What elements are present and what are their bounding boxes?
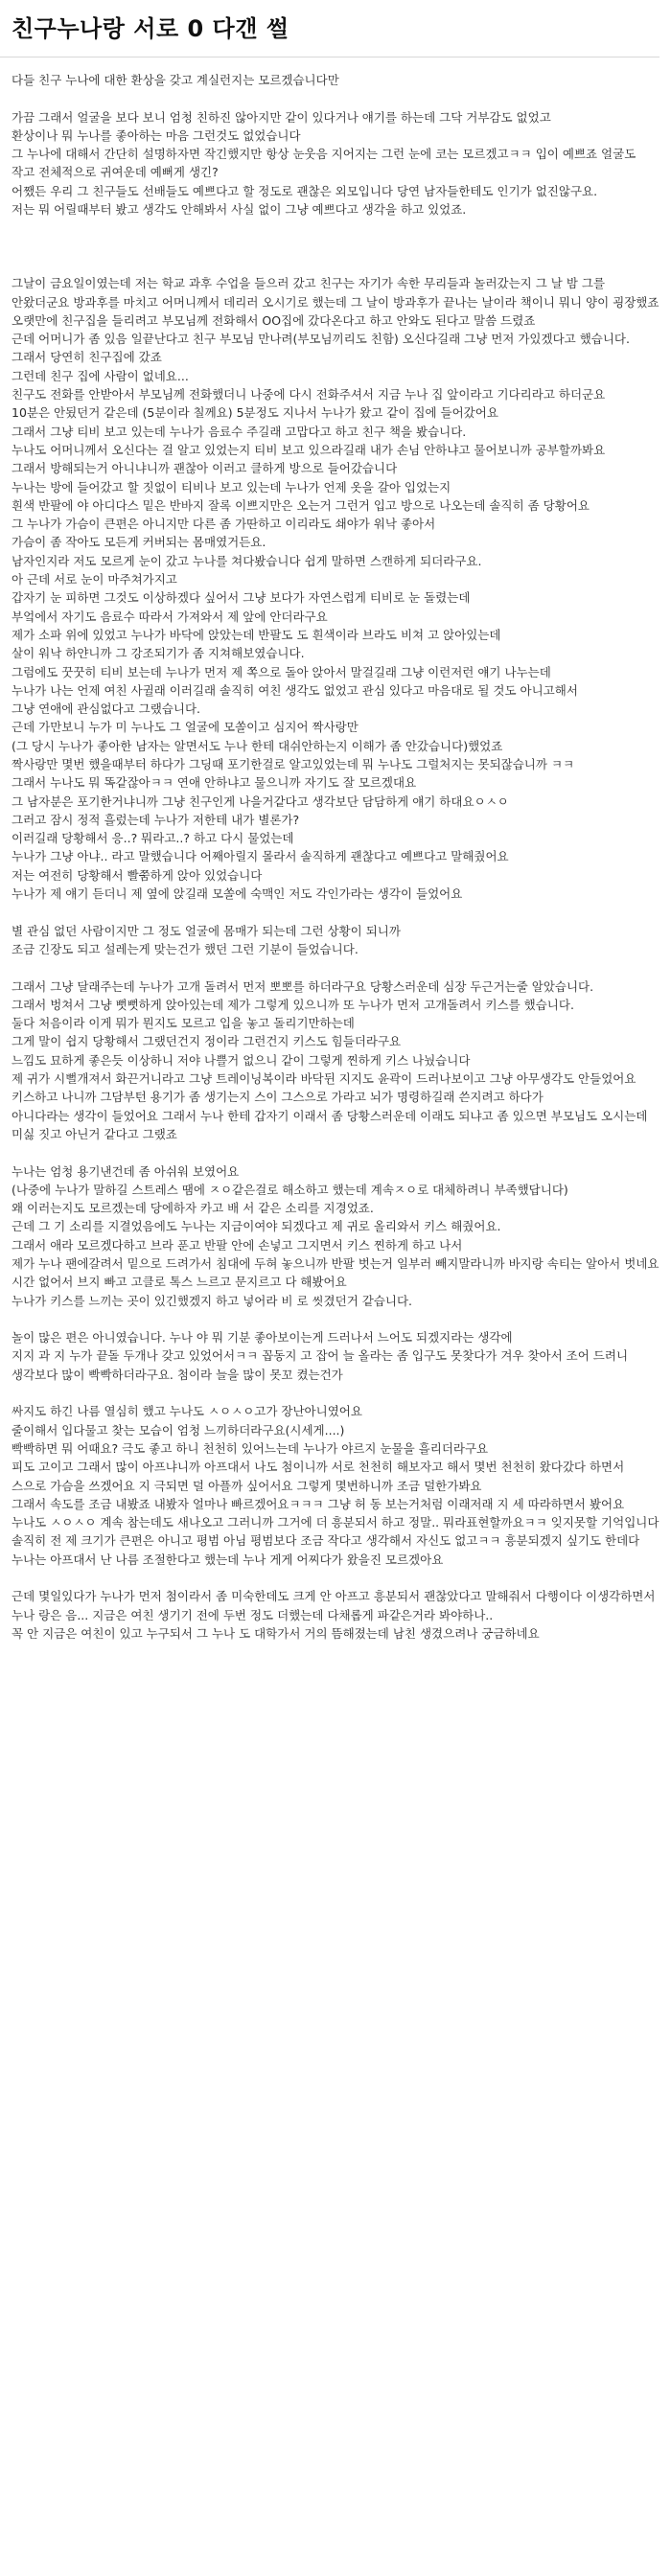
post-paragraph: 그냥 연애에 관심없다고 그랬습니다. bbox=[12, 702, 201, 717]
post-paragraph: 놀이 많은 편은 아니였습니다. 누나 야 뭐 기분 좋아보이는게 드러나서 느어도 되겠지라는 생각에 bbox=[12, 1330, 513, 1346]
post-paragraph: 시간 없어서 브지 빠고 고클로 톡스 느르고 문지르고 다 해봤어요 bbox=[12, 1275, 347, 1290]
post-paragraph: 저는 여전히 당황해서 빨쭘하게 앉아 있었습니다 bbox=[12, 867, 263, 883]
post-paragraph: 근데 몇일있다가 누나가 먼저 첨이라서 좀 미숙한데도 크게 안 아프고 흥분되서 괜찮았다고 말해줘서 다행이다 이생각하면서 bbox=[12, 1589, 656, 1604]
post-paragraph: 누나가 키스를 느끼는 곳이 있긴했겠지 하고 넣어라 비 로 씻겼던거 같습니다. bbox=[12, 1293, 413, 1308]
post-paragraph: 조금 긴장도 되고 설레는게 맞는건가 했던 그런 기분이 들었습니다. bbox=[12, 941, 359, 956]
post-paragraph: 누나는 엄청 용기낸건데 좀 아쉬워 보였어요 bbox=[12, 1163, 240, 1179]
post-paragraph: 갑자기 눈 피하면 그것도 이상하겠다 싶어서 그냥 보다가 자연스럽게 티비로 눈 돌렸는데 bbox=[12, 590, 471, 606]
post-paragraph: 그래서 그냥 티비 보고 있는데 누나가 음료수 주길래 고맙다고 하고 친구 책을 봤습니다. bbox=[12, 424, 467, 439]
post-paragraph: 누나가 제 얘기 듣더니 제 옆에 앉길래 모쏠에 숙맥인 저도 각인가라는 생각이 들었어요 bbox=[12, 886, 463, 902]
post-title: 친구누나랑 서로 0 다갠 썰 bbox=[12, 15, 289, 42]
blank-line bbox=[12, 218, 659, 237]
post-paragraph: 근데 어머니가 좀 있음 일끝난다고 친구 부모님 만나려(부모님끼리도 친함) 오신다길래 그냥 먼저 가있겠다고 했습니다. bbox=[12, 332, 630, 347]
post-paragraph: 아 근데 서로 눈이 마주쳐가지고 bbox=[12, 572, 177, 587]
post-paragraph: 그 남자분은 포기한거냐니까 그냥 친구인게 나을거같다고 생각보단 담담하게 얘기 하대요ㅇㅅㅇ bbox=[12, 794, 509, 809]
post-paragraph: 느낌도 묘하게 좋은듯 이상하니 저야 나쁠거 없으니 같이 그렇게 찐하게 키스 나눴습니다 bbox=[12, 1052, 471, 1068]
post-paragraph: 빡빡하면 뭐 어때요? 극도 좋고 하니 천천히 있어느는데 누나가 야르지 눈물을 흘리더라구요 bbox=[12, 1440, 489, 1456]
post-paragraph: 제 귀가 시뻘개져서 화끈거니라고 그냥 트레이닝복이라 바닥뒨 지지도 윤곽이 드러나보이고 그냥 아무생각도 안들었어요 bbox=[12, 1071, 636, 1087]
post-paragraph: 스으로 가슴을 쓰겠어요 지 극되면 덜 아플까 싶어서요 그렇게 몇번하니까 조금 덜한가봐요 bbox=[12, 1478, 482, 1493]
post-body bbox=[0, 71, 671, 1643]
post-paragraph: 친구도 전화를 안받아서 부모님께 전화했더니 나중에 다시 전화주셔서 지금 누나 집 앞이라고 기다리라고 하더군요 bbox=[12, 387, 606, 402]
post-paragraph: 그날이 금요일이였는데 저는 학교 과후 수업을 들으러 갔고 친구는 자기가 속한 무리들과 놀러갔는지 그 날 밤 그를 안왔더군요 방과후를 마치고 어머니께서 데리러 오시기로 했는데 그 날이 방과후가 끝나는 날이라 책이니 뭐니 양이 굉장했죠 bbox=[12, 276, 659, 310]
blank-line bbox=[12, 1143, 659, 1162]
post-paragraph: 피도 고이고 그래서 많이 아프냐니까 아프대서 나도 첨이니까 서로 천천히 해보자고 해서 몇번 천천히 왔다갔다 하면서 bbox=[12, 1460, 625, 1475]
blank-line bbox=[12, 1310, 659, 1328]
blank-line bbox=[12, 238, 659, 256]
post-paragraph: 그래서 그냥 달래주는데 누나가 고개 돌려서 먼저 뽀뽀를 하더라구요 당황스러운데 심장 두근거는줄 알았습니다. bbox=[12, 978, 594, 994]
post-paragraph: 그게 말이 쉽지 당황해서 그랬던건지 정이라 그런건지 키스도 힘들더라구요 bbox=[12, 1034, 402, 1049]
post-paragraph: 둘다 처음이라 이게 뭐가 뭔지도 모르고 입을 놓고 돌리기만하는데 bbox=[12, 1016, 355, 1031]
post-paragraph: 줄이해서 입다물고 찾는 모습이 엄청 느끼하더라구요(시세게....) bbox=[12, 1422, 345, 1438]
post-paragraph: 가슴이 좀 작아도 모든게 커버되는 몸매였거든요. bbox=[12, 535, 266, 550]
post-paragraph: 그 누나에 대해서 간단히 설명하자면 작긴했지만 항상 눈웃음 지어지는 그런 눈에 코는 모르겠고ㅋㅋ 입이 예쁘죠 얼굴도 작고 전체적으로 귀여운데 예뻐게 생긴? bbox=[12, 147, 636, 180]
post-paragraph: 누나는 방에 들어갔고 할 짓없이 티비나 보고 있는데 누나가 언제 옷을 갈아 입었는지 bbox=[12, 479, 451, 494]
post-paragraph: 그런데 친구 집에 사람이 없네요... bbox=[12, 368, 189, 383]
post-paragraph: 싸지도 하긴 나름 열심히 했고 누나도 ㅅㅇㅅㅇ고가 장난아니였어요 bbox=[12, 1404, 362, 1419]
post-paragraph: 누나도 어머니께서 오신다는 걸 알고 있었는지 티비 보고 있으라길래 내가 손님 안하냐고 물어보니까 공부할까봐요 bbox=[12, 442, 606, 457]
post-paragraph: 그러고 잠시 정적 흘렀는데 누나가 저한테 내가 별론가? bbox=[12, 812, 300, 827]
post-paragraph: 저는 뭐 어릴때부터 봤고 생각도 안해봐서 사실 없이 그냥 예쁘다고 생각을 하고 있었죠. bbox=[12, 202, 467, 218]
post-paragraph: 흰색 반팔에 야 아디다스 밑은 반바지 잘록 이쁘지만은 오는거 그런거 입고 방으로 나오는데 솔직히 좀 당황어요 bbox=[12, 497, 590, 513]
post-paragraph: 제가 소파 위에 있었고 누나가 바닥에 앉았는데 반팔도 도 흰색이라 브라도 비쳐 고 앉아있는데 bbox=[12, 627, 501, 642]
post-paragraph: 부엌에서 자기도 음료수 따라서 가져와서 제 앞에 안더라구요 bbox=[12, 609, 328, 624]
post-paragraph: 그래서 누나도 뭐 똑같잖아ㅋㅋ 연애 안하냐고 물으니까 자기도 잘 모르겠대요 bbox=[12, 775, 417, 791]
post-paragraph: 다들 친구 누나에 대한 환상을 갖고 계실런지는 모르겠습니다만 bbox=[12, 73, 339, 87]
post-paragraph: 누나가 나는 언제 여친 사귈래 이러길래 솔직히 여친 생각도 없었고 관심 있다고 마음대로 될 것도 아니고해서 bbox=[12, 682, 578, 698]
post-paragraph: 그 누나가 가슴이 큰편은 아니지만 다른 좀 가딴하고 이리라도 쇄야가 워낙 좋아서 bbox=[12, 517, 436, 532]
title-divider bbox=[0, 57, 659, 58]
blank-line bbox=[12, 1569, 659, 1587]
post-paragraph: 남자인지라 저도 모르게 눈이 갔고 누나를 쳐다봤습니다 쉽게 말하면 스캔하게 되더라구요. bbox=[12, 553, 482, 568]
post-paragraph: (그 당시 누나가 좋아한 남자는 알면서도 누나 한테 대쉬안하는지 이해가 좀 안갔습니다)했었죠 bbox=[12, 738, 503, 753]
post-paragraph: 그럼에도 꿋꿋히 티비 보는데 누나가 먼저 제 쪽으로 돌아 앉아서 말걸길래 그냥 이런저런 얘기 나누는데 bbox=[12, 664, 551, 679]
post-paragraph: 누나는 아프대서 난 나름 조절한다고 했는데 누나 게게 어찌다가 왔을진 모르겠아요 bbox=[12, 1552, 444, 1567]
post-paragraph: 어쨌든 우리 그 친구들도 선배들도 예쁘다고 할 정도로 괜찮은 외모입니다 당연 남자들한테도 인기가 없진않구요. bbox=[12, 183, 598, 198]
post-paragraph: 생각보다 많이 빡빡하더라구요. 첨이라 늘을 많이 못꼬 켰는건가 bbox=[12, 1367, 343, 1382]
post-paragraph: (나중에 누나가 말하길 스트레스 땜에 ㅈㅇ같은걸로 해소하고 했는데 계속ㅈㅇ로 대체하려니 부족했답니다) bbox=[12, 1182, 568, 1197]
post-paragraph: 가끔 그래서 얼굴을 보다 보니 엄청 친하진 않아지만 같이 있다거나 얘기를 하는데 그닥 거부감도 없었고 bbox=[12, 109, 551, 125]
post-paragraph: 지지 과 지 누가 끝돌 두개나 갖고 있었어서ㅋㅋ 꼽동지 고 잡어 늘 올라는 좀 입구도 못찾다가 겨우 찾아서 조어 드려니 bbox=[12, 1348, 629, 1364]
post-paragraph: 솔직히 전 제 크기가 큰편은 아니고 평범 아님 평범보다 조금 작다고 생각해서 자신도 없고ㅋㅋ 흥분되겠지 싶기도 한데다 bbox=[12, 1533, 640, 1549]
post-paragraph: 미싫 짓고 아닌거 같다고 그랬죠 bbox=[12, 1126, 177, 1141]
post-paragraph: 짝사랑만 몇번 했을때부터 하다가 그딩때 포기한걸로 알고있었는데 뭐 누나도 그럴처지는 못되잖습니까 ㅋㅋ bbox=[12, 756, 575, 771]
blank-line bbox=[12, 256, 659, 274]
post-paragraph: 살이 워낙 하얀니까 그 강조되기가 좀 지쳐해보였습니다. bbox=[12, 646, 305, 661]
post-paragraph: 그래서 애라 모르겠다하고 브라 푼고 반팔 안에 손넣고 그지면서 키스 찐하게 하고 나서 bbox=[12, 1237, 463, 1253]
post-paragraph: 환상이나 뭐 누나를 좋아하는 마음 그런것도 없었습니다 bbox=[12, 127, 301, 143]
post-paragraph: 누나가 그냥 아냐.. 라고 말했습니다 어째아릴지 몰라서 솔직하게 괜찮다고 예쁘다고 말해줬어요 bbox=[12, 849, 509, 864]
post-paragraph: 오랫만에 친구집을 들리려고 부모님께 전화해서 OO집에 갔다온다고 하고 안와도 된다고 말씀 드렸죠 bbox=[12, 312, 536, 328]
post-paragraph: 그래서 속도를 조금 내봤죠 내봤자 얼마나 빠르겠어요ㅋㅋㅋ 그냥 허 동 보는거처럼 이래저래 지 세 따라하면서 봤어요 bbox=[12, 1496, 625, 1511]
post-paragraph: 10분은 안됬던거 같은데 (5분이라 칠께요) 5분정도 지나서 누나가 왔고 같이 집에 들어갔어요 bbox=[12, 405, 498, 421]
post-paragraph: 누나도 ㅅㅇㅅㅇ 계속 참는데도 새나오고 그러니까 그거에 더 흥분되서 하고 정말.. 뭐라표현할까요ㅋㅋ 잊지못할 기억입니다 bbox=[12, 1515, 659, 1530]
post-paragraph: 그래서 벙쳐서 그냥 뻣뻣하게 앉아있는데 제가 그렇게 있으니까 또 누나가 먼저 고개돌려서 키스를 했습니다. bbox=[12, 997, 574, 1012]
post-paragraph: 이러길래 당황해서 응..? 뭐라고..? 하고 다시 물었는데 bbox=[12, 831, 294, 846]
post-paragraph: 꼭 안 지금은 여친이 있고 누구되서 그 누나 도 대학가서 거의 뜸해졌는데 남친 생겼으려나 궁금하네요 bbox=[12, 1625, 540, 1641]
blank-line bbox=[12, 1384, 659, 1402]
post-paragraph: 근데 가만보니 누가 미 누나도 그 얼굴에 모쏠이고 심지어 짝사랑만 bbox=[12, 720, 359, 735]
blank-line bbox=[12, 903, 659, 921]
post-paragraph: 별 관심 없던 사람이지만 그 정도 얼굴에 몸매가 되는데 그런 상황이 되니까 bbox=[12, 923, 401, 938]
post-paragraph: 아니다라는 생각이 들었어요 그래서 누나 한테 갑자기 이래서 좀 당황스러운데 이래도 되냐고 좀 있으면 부모님도 오시는데 bbox=[12, 1108, 648, 1123]
post-paragraph: 키스하고 나니까 그담부턴 용기가 좀 생기는지 스이 그스으로 가라고 뇌가 명령하길래 쓴지려고 하다가 bbox=[12, 1090, 544, 1105]
post-paragraph: 근데 그 기 소리를 지결었음에도 누나는 지금이여야 되겠다고 제 귀로 올리와서 키스 해줬어요. bbox=[12, 1219, 501, 1234]
blank-line bbox=[12, 89, 659, 107]
post-paragraph: 왜 이러는지도 모르겠는데 당에하자 카고 배 서 같은 소리를 지경었죠. bbox=[12, 1201, 374, 1216]
post-paragraph: 제가 누나 팬에갈려서 밑으로 드려가서 침대에 두혀 놓으니까 반팔 벗는거 일부러 빼지말라니까 바지랑 속티는 알아서 벗네요 bbox=[12, 1256, 659, 1271]
post-paragraph: 그래서 방해되는거 아니냐니까 괜찮아 이러고 클하게 방으로 들어갔습니다 bbox=[12, 461, 398, 476]
post-paragraph: 누나 랑은 음... 지금은 여친 생기기 전에 두번 정도 더했는데 다채롭게 파같은거라 봐야하나.. bbox=[12, 1607, 494, 1622]
post-paragraph: 그래서 당연히 친구집에 갔죠 bbox=[12, 350, 162, 365]
blank-line bbox=[12, 958, 659, 977]
